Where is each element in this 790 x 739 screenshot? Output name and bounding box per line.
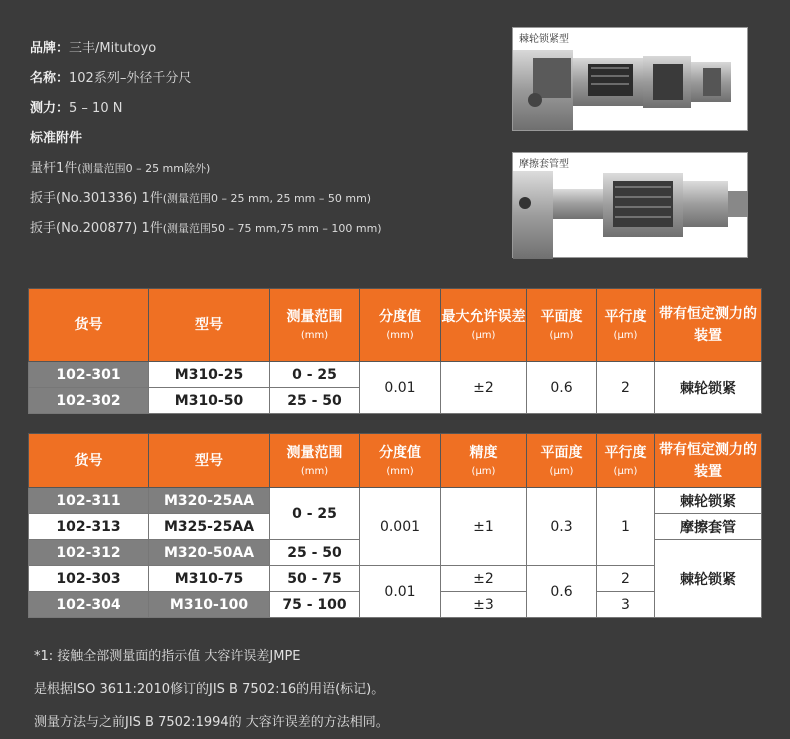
accuracy-cell: ±1 — [441, 488, 527, 566]
header-parallelism: 平行度 (µm) — [597, 289, 655, 362]
accessory-2-note: (测量范围0 – 25 mm, 25 mm – 50 mm) — [162, 192, 372, 205]
header-flatness: 平面度 (µm) — [527, 434, 597, 488]
header-model: 型号 — [149, 434, 270, 488]
accuracy-cell: ±3 — [441, 592, 527, 618]
header-device: 带有恒定测力的装置 — [655, 434, 762, 488]
table-row — [29, 362, 762, 388]
flatness-cell: 0.6 — [527, 362, 597, 414]
header-max-error: 最大允许误差 (µm) — [441, 289, 527, 362]
accessory-1 — [30, 154, 382, 184]
range-cell: 0 - 25 — [270, 362, 360, 388]
parallelism-cell: 1 — [597, 488, 655, 566]
resolution-cell: 0.001 — [360, 488, 441, 566]
part-no-cell: 102-311 — [29, 488, 149, 514]
model-cell: M310-75 — [149, 566, 270, 592]
range-cell: 0 - 25 — [270, 488, 360, 540]
model-cell: M320-25AA — [149, 488, 270, 514]
flatness-cell: 0.6 — [527, 566, 597, 618]
accessory-2-main: 扳手(No.301336) 1件 — [30, 191, 163, 206]
parallelism-cell: 3 — [597, 592, 655, 618]
accessory-1-note: (测量范围0 – 25 mm除外) — [77, 162, 211, 175]
header-range: 测量范围 (mm) — [270, 434, 360, 488]
range-cell: 50 - 75 — [270, 566, 360, 592]
device-cell: 摩擦套管 — [655, 514, 762, 540]
accessory-3 — [30, 214, 382, 244]
error-cell: ±2 — [441, 362, 527, 414]
header-part-no: 货号 — [29, 289, 149, 362]
range-cell: 25 - 50 — [270, 388, 360, 414]
part-no-cell: 102-302 — [29, 388, 149, 414]
ratchet-type-photo — [512, 27, 748, 131]
range-cell: 75 - 100 — [270, 592, 360, 618]
range-cell: 25 - 50 — [270, 540, 360, 566]
model-cell: M310-100 — [149, 592, 270, 618]
spec-table-1 — [28, 288, 762, 414]
friction-type-photo — [512, 152, 748, 258]
accuracy-cell: ±2 — [441, 566, 527, 592]
brand-value: 三丰/Mitutoyo — [69, 41, 157, 56]
header-resolution: 分度值 (mm) — [360, 434, 441, 488]
part-no-cell: 102-303 — [29, 566, 149, 592]
header-flatness: 平面度 (µm) — [527, 289, 597, 362]
device-cell: 棘轮锁紧 — [655, 362, 762, 414]
model-cell: M320-50AA — [149, 540, 270, 566]
accessory-3-main: 扳手(No.200877) 1件 — [30, 221, 163, 236]
part-no-cell: 102-313 — [29, 514, 149, 540]
header-part-no: 货号 — [29, 434, 149, 488]
model-cell: M310-25 — [149, 362, 270, 388]
name-value: 102系列–外径千分尺 — [69, 71, 192, 86]
footnote-line-2: 是根据ISO 3611:2010修订的JIS B 7502:16的用语(标记)。 — [34, 682, 385, 697]
brand-row — [30, 34, 382, 64]
accessory-title-row — [30, 124, 382, 154]
footnote-line-3: 测量方法与之前JIS B 7502:1994的 大容许误差的方法相同。 — [34, 715, 389, 730]
ratchet-type-caption: 棘轮锁紧型 — [519, 34, 569, 45]
accessory-title: 标准附件 — [30, 131, 83, 146]
force-label: 测力： — [30, 101, 70, 116]
accessory-2 — [30, 184, 382, 214]
parallelism-cell: 2 — [597, 566, 655, 592]
parallelism-cell: 2 — [597, 362, 655, 414]
force-row — [30, 94, 382, 124]
header-parallelism: 平行度 (µm) — [597, 434, 655, 488]
table-row — [29, 566, 762, 592]
accessory-1-main: 量杆1件 — [30, 161, 78, 176]
friction-type-caption: 摩擦套管型 — [519, 159, 569, 170]
model-cell: M325-25AA — [149, 514, 270, 540]
header-model: 型号 — [149, 289, 270, 362]
spec-table-2 — [28, 433, 762, 618]
part-no-cell: 102-312 — [29, 540, 149, 566]
force-value: 5 – 10 N — [69, 101, 123, 116]
header-resolution: 分度值 (mm) — [360, 289, 441, 362]
header-accuracy: 精度 (µm) — [441, 434, 527, 488]
device-cell: 棘轮锁紧 — [655, 488, 762, 514]
name-label: 名称： — [30, 71, 70, 86]
device-cell: 棘轮锁紧 — [655, 540, 762, 618]
table-row — [29, 488, 762, 514]
model-cell: M310-50 — [149, 388, 270, 414]
resolution-cell: 0.01 — [360, 566, 441, 618]
flatness-cell: 0.3 — [527, 488, 597, 566]
header-device: 带有恒定测力的装置 — [655, 289, 762, 362]
product-info — [30, 34, 382, 244]
name-row — [30, 64, 382, 94]
part-no-cell: 102-304 — [29, 592, 149, 618]
header-range: 测量范围 (mm) — [270, 289, 360, 362]
brand-label: 品牌： — [30, 41, 70, 56]
accessory-3-note: (测量范围50 – 75 mm,75 mm – 100 mm) — [162, 222, 382, 235]
footnote-line-1: *1: 接触全部测量面的指示值 大容许误差JMPE — [34, 649, 301, 664]
footnotes — [34, 640, 389, 739]
part-no-cell: 102-301 — [29, 362, 149, 388]
table-2-header-row — [29, 434, 762, 488]
resolution-cell: 0.01 — [360, 362, 441, 414]
table-1-header-row — [29, 289, 762, 362]
